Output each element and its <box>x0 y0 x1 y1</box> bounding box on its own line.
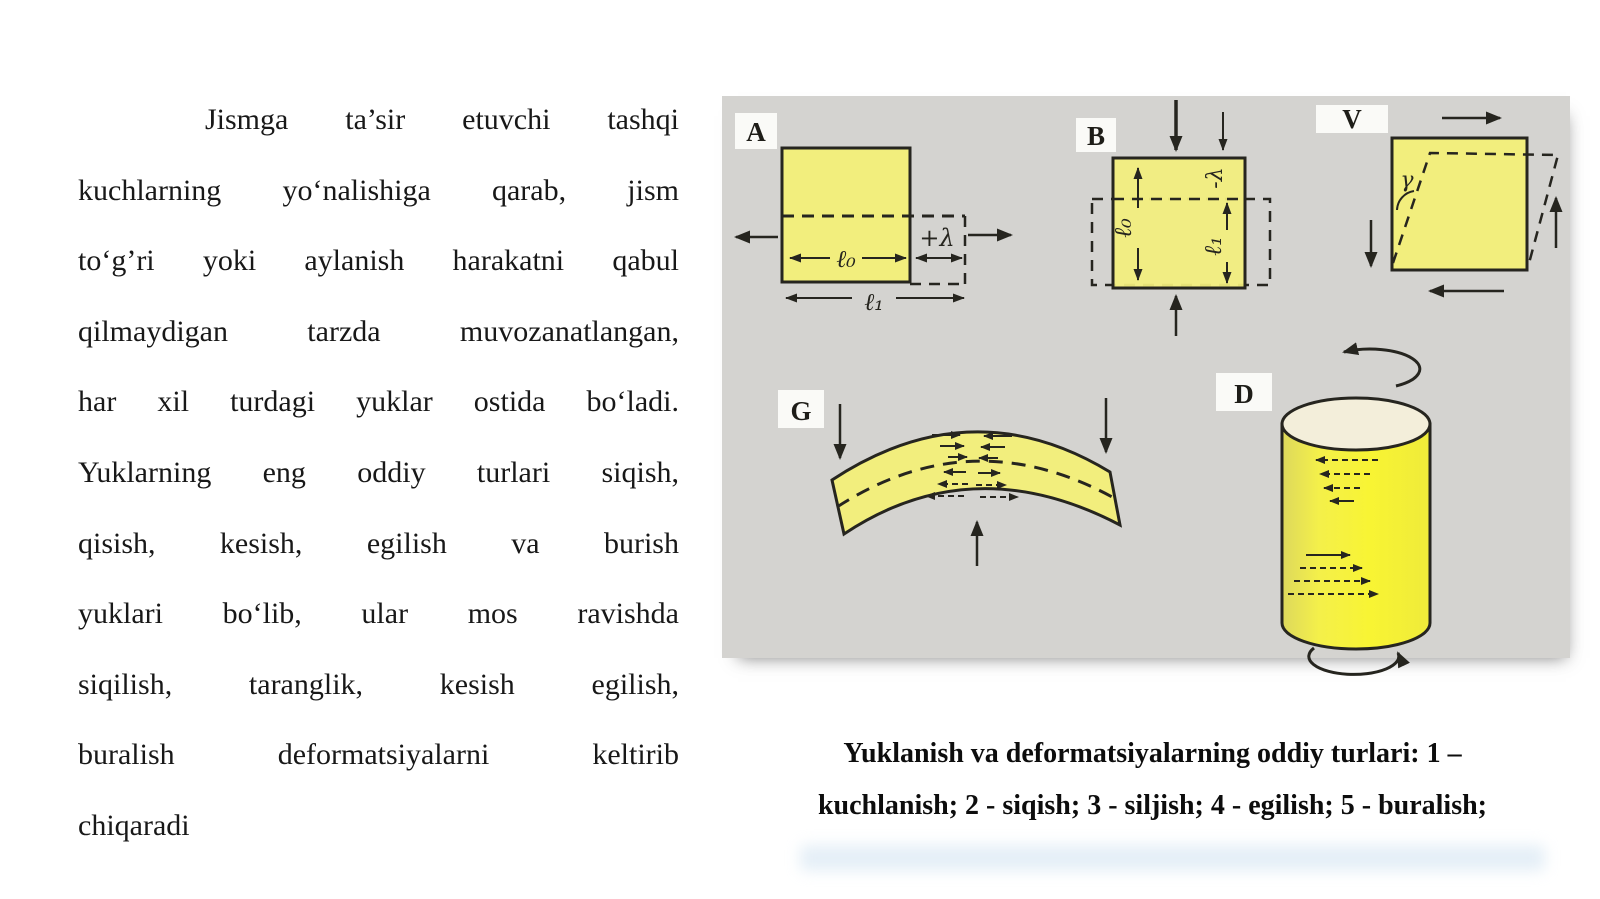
panel-v-label: V <box>1342 104 1362 134</box>
body-text-line: to‘g’ri yoki aylanish harakatni qabul <box>78 244 679 278</box>
torsion-cylinder-body <box>1282 424 1430 649</box>
body-text-line: chiqaradi <box>78 808 190 842</box>
figure-caption <box>730 728 1575 832</box>
panel-b-label: B <box>1086 121 1106 151</box>
minus-lambda-label: -λ <box>1203 167 1228 189</box>
panel-d-label: D <box>1234 379 1254 409</box>
body-text-line: buralish deformatsiyalarni keltirib <box>78 738 679 772</box>
body-text-line: kuchlarning yo‘nalishiga qarab, jism <box>78 173 679 207</box>
body-text-line: qisish, kesish, egilish va burish <box>78 526 679 560</box>
body-text-line: qilmaydigan tarzda muvozanatlangan, <box>78 314 679 348</box>
panel-g-bending <box>778 390 1120 566</box>
loading-types-diagram <box>710 88 1580 688</box>
l1-label: ℓ₁ <box>864 288 884 316</box>
body-text-line: siqilish, taranglik, kesish egilish, <box>78 667 679 701</box>
figure-caption-line: kuchlanish; 2 - siqish; 3 - siljish; 4 - egilish; 5 - buralish; <box>817 790 1488 821</box>
body-text <box>78 85 679 862</box>
panel-g-label: G <box>790 396 812 426</box>
panel-d-torsion <box>1216 349 1430 674</box>
body-text-line: yuklari bo‘lib, ular mos ravishda <box>78 597 679 631</box>
body-text-line: Yuklarning eng oddiy turlari siqish, <box>78 455 679 489</box>
body-text-line: Jismga ta’sir etuvchi tashqi <box>205 103 679 136</box>
figure-caption-line: Yuklanish va deformatsiyalarning oddiy turlari: 1 – <box>843 738 1462 769</box>
panel-b-compression <box>1076 100 1270 336</box>
l1-label: ℓ₁ <box>1199 236 1227 256</box>
panel-a-label: A <box>746 117 766 147</box>
bending-beam <box>832 432 1120 534</box>
l0-label: ℓ₀ <box>836 245 856 273</box>
panel-a-tension <box>735 113 1011 316</box>
bottom-highlight-artifact <box>800 845 1545 871</box>
plus-lambda-label: +λ <box>919 224 955 252</box>
body-text-line: har xil turdagi yuklar ostida bo‘ladi. <box>78 385 679 419</box>
l0-label: ℓ₀ <box>1109 218 1137 238</box>
torsion-cylinder-top <box>1282 398 1430 450</box>
gamma-label: γ <box>1400 168 1414 193</box>
panel-v-shear <box>1316 104 1558 291</box>
